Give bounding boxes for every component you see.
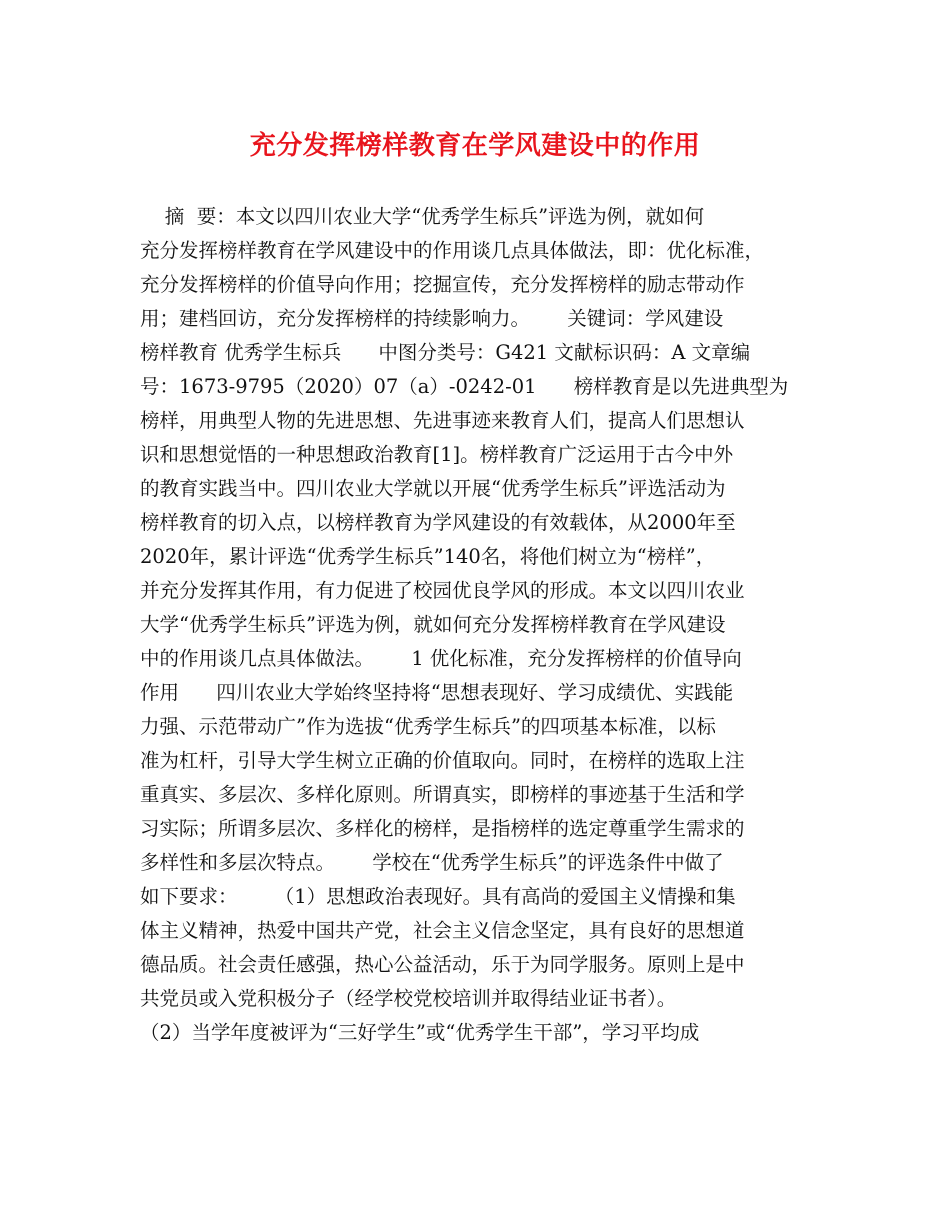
body-line: 大学“优秀学生标兵”评选为例，就如何充分发挥榜样教育在学风建设 bbox=[140, 613, 726, 636]
body-line: 榜样教育的切入点，以榜样教育为学风建设的有效载体，从2000年至 bbox=[140, 511, 736, 534]
body-line: 如下要求： （1）思想政治表现好。具有高尚的爱国主义情操和集 bbox=[140, 885, 736, 908]
body-line: 重真实、多层次、多样化原则。所谓真实，即榜样的事迹基于生活和学 bbox=[140, 783, 745, 806]
body-line: 中的作用谈几点具体做法。 1 优化标准，充分发挥榜样的价值导向 bbox=[140, 647, 742, 670]
body-line: 识和思想觉悟的一种思想政治教育[1]。榜样教育广泛运用于古今中外 bbox=[140, 443, 734, 466]
body-line: 充分发挥榜样的价值导向作用；挖掘宣传，充分发挥榜样的励志带动作 bbox=[140, 273, 745, 296]
body-line: 充分发挥榜样教育在学风建设中的作用谈几点具体做法，即：优化标准， bbox=[140, 239, 765, 262]
body-line: 德品质。社会责任感强，热心公益活动，乐于为同学服务。原则上是中 bbox=[140, 953, 745, 976]
body-line: 力强、示范带动广”作为选拔“优秀学生标兵”的四项基本标准，以标 bbox=[140, 715, 716, 738]
body-line: 2020年，累计评选“优秀学生标兵”140名，将他们树立为“榜样”， bbox=[140, 545, 716, 568]
body-line: 准为杠杆，引导大学生树立正确的价值取向。同时，在榜样的选取上注 bbox=[140, 749, 745, 772]
body-line: 共党员或入党积极分子（经学校党校培训并取得结业证书者）。 bbox=[140, 987, 677, 1010]
document-body bbox=[140, 200, 830, 1050]
body-line: 榜样教育 优秀学生标兵 中图分类号：G421 文献标识码：A 文章编 bbox=[140, 341, 751, 364]
body-line: 并充分发挥其作用，有力促进了校园优良学风的形成。本文以四川农业 bbox=[140, 579, 745, 602]
document-title: 充分发挥榜样教育在学风建设中的作用 bbox=[249, 131, 701, 161]
body-line: 作用 四川农业大学始终坚持将“思想表现好、学习成绩优、实践能 bbox=[140, 681, 734, 704]
body-line: 用；建档回访，充分发挥榜样的持续影响力。 关键词：学风建设 bbox=[140, 307, 724, 330]
body-line: 体主义精神，热爱中国共产党，社会主义信念坚定，具有良好的思想道 bbox=[140, 919, 745, 942]
body-line: 习实际；所谓多层次、多样化的榜样，是指榜样的选定尊重学生需求的 bbox=[140, 817, 745, 840]
body-line: （2）当学年度被评为“三好学生”或“优秀学生干部”，学习平均成 bbox=[140, 1021, 700, 1044]
body-line: 号：1673-9795（2020）07（a）-0242-01 榜样教育是以先进典型为 bbox=[140, 375, 789, 398]
body-line: 多样性和多层次特点。 学校在“优秀学生标兵”的评选条件中做了 bbox=[140, 851, 724, 874]
body-line: 摘 要：本文以四川农业大学“优秀学生标兵”评选为例，就如何 bbox=[140, 205, 705, 228]
body-line: 榜样，用典型人物的先进思想、先进事迹来教育人们，提高人们思想认 bbox=[140, 409, 745, 432]
body-line: 的教育实践当中。四川农业大学就以开展“优秀学生标兵”评选活动为 bbox=[140, 477, 726, 500]
